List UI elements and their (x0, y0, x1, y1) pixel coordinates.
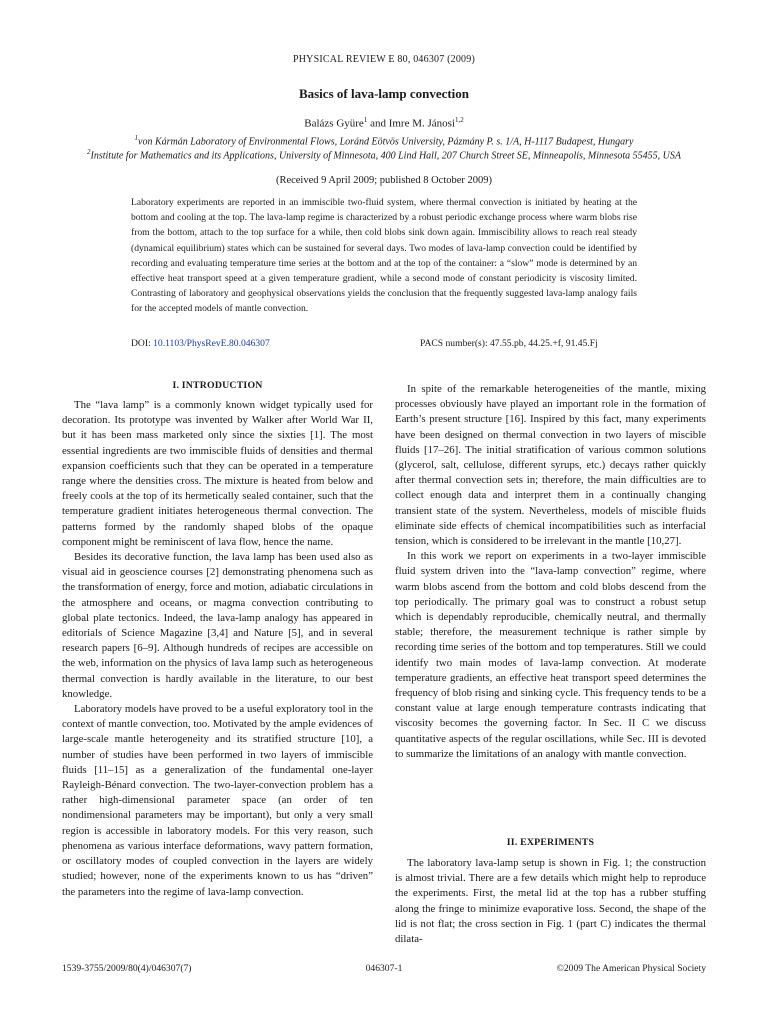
left-column (62, 398, 373, 900)
paper-title: Basics of lava-lamp convection (298, 86, 470, 101)
right-column (395, 382, 706, 762)
footer-page-number: 046307-1 (365, 963, 403, 974)
received-dates: (Received 9 April 2009; published 8 October 2009) (275, 175, 493, 186)
affiliation-text: von Kármán Laboratory of Environmental Flows, Loránd Eötvös University, Pázmány P. s. 1/A, H-1117 Budapest, Hungary (138, 136, 634, 148)
affiliation-marker: 1 (363, 116, 368, 124)
journal-header: PHYSICAL REVIEW E 80, 046307 (2009) (293, 54, 475, 65)
section-heading-experiments: II. EXPERIMENTS (506, 837, 595, 848)
doi-label: DOI: (131, 338, 151, 349)
intro-paragraph: The “lava lamp” is a commonly known widget typically used for decoration. Its prototype was invented by Walker after World War II, but it has been mass marketed only since the sixties [1]. The most essential ingredients are two immiscible fluids of densities and thermal expansion coefficients such that they can be operated in a temperature range where the densities cross. The mixture is heated from below and freely cools at the top of its hermetically sealed container, such that the temperature gradient initiates heterogeneous thermal convection. The patterns formed by the randomly shaped blobs of the opaque component might be reminiscent of lava flow, hence the name. (62, 399, 373, 548)
author-conjunction: and (370, 117, 386, 130)
affiliation-marker: 2 (87, 148, 91, 156)
affiliation-marker: 1 (134, 134, 139, 142)
author-line (0, 116, 768, 130)
experiments-column (395, 856, 706, 947)
doi-link[interactable]: 10.1103/PhysRevE.80.046307 (153, 338, 270, 349)
pacs-numbers: PACS number(s): 47.55.pb, 44.25.+f, 91.45.Fj (420, 338, 598, 349)
footer-copyright: ©2009 The American Physical Society (556, 963, 706, 974)
author-name: Imre M. Jánosi (388, 117, 455, 130)
intro-paragraph: In spite of the remarkable heterogeneities of the mantle, mixing processes obviously have played an important role in the formation of Earth’s present structure [16]. Inspired by this fact, many experiments have been designed on thermal convection in two layers of miscible fluids [17–26]. The initial stratification of various common solutions (glycerol, salt, cellulose, different syrups, etc.) decays rather quickly after thermal convection sets in; therefore, the main difficulties are to collect enough data and interpret them in a continually changing transient state of the system. Nevertheless, models of miscible fluids eliminate side effects of chemical incompatibilities such as interfacial tension, which is considered to be irrelevant in the mantle [10,27]. (395, 383, 706, 548)
doi-pacs-row (131, 338, 637, 349)
affiliation-text: Institute for Mathematics and its Applications, University of Minnesota, 400 Lind Hall, 207 Church Street SE, Minneapolis, Minnesota 55455, USA (90, 150, 681, 162)
footer-issn: 1539-3755/2009/80(4)/046307(7) (62, 963, 192, 974)
affiliation-2 (60, 145, 708, 163)
author-name: Balázs Gyüre (304, 117, 364, 130)
affiliation-marker: 1,2 (455, 116, 464, 124)
abstract: Laboratory experiments are reported in an immiscible two-fluid system, where thermal convection is initiated by heating at the bottom and cooling at the top. The lava-lamp regime is characterized by a robust periodic exchange process where warm blobs rise from the bottom, attach to the top surface for a while, then cold blobs sink down again. Immiscibility allows to reach real steady (dynamical equilibrium) states which can be sustained for several days. Two modes of lava-lamp convection could be identified by recording and evaluating temperature time series at the bottom and at the top of the container: a “slow” mode is determined by an effective heat transport speed at a given temperature gradient, while a second mode of constant periodicity is viscosity limited. Contrasting of laboratory and geophysical observations yields the conclusion that the frequently suggested lava-lamp analogy fails for the accepted models of mantle convection. (131, 197, 637, 315)
intro-paragraph: Laboratory models have proved to be a useful exploratory tool in the context of mantle convection, too. Motivated by the ample evidences of large-scale mantle heterogeneity and its stratified structure [10], a number of studies have been performed in two layers of immiscible fluids [11–15] as a generalization of the fundamental one-layer Rayleigh-Bénard convection. The two-layer-convection problem has a rather high-dimensional parameter space (an order of ten nondimensional parameters may be important), but only a very small region is accessible in laboratory models. For this very reason, such phenomena as various interface deformations, wavy pattern formation, or oscillatory modes of coupled convection in the layers are widely studied; however, none of the experiments known to us has “driven” the parameters into the regime of lava-lamp convection. (62, 703, 373, 898)
section-heading-introduction: I. INTRODUCTION (172, 380, 263, 391)
intro-paragraph: In this work we report on experiments in a two-layer immiscible fluid system driven into the “lava-lamp convection” regime, where warm blobs ascend from the bottom and cold blobs descend from the top periodically. The primary goal was to construct a robust setup which is dependably reproducible, chemically neutral, and thermally stable; therefore, the measurement technique is rather simple by recording time series of the bottom and top temperatures. Still we could identify two main modes of lava-lamp convection. At moderate temperature gradients, an effective heat transport speed determines the frequency of blob rising and sinking cycle. This frequency tends to be a constant value at large enough temperature contrasts indicating that viscosity becomes the governing factor. In Sec. II C we discuss quantitative aspects of the regular oscillations, while Sec. III is devoted to summarize the limitations of an analogy with mantle convection. (395, 550, 706, 760)
intro-paragraph: Besides its decorative function, the lava lamp has been used also as visual aid in geoscience courses [2] demonstrating phenomena such as the transformation of energy, force and motion, adiabatic circulations in the atmosphere and oceans, or magma convection contributing to global plate tectonics. Indeed, the lava-lamp analogy has appeared in editorials of Science Magazine [3,4] and Nature [5], and in several research papers [6–9]. Although hundreds of recipes are accessible on the web, information on the physics of lava lamp such as heterogeneous thermal convection is hardly available in the literature, to our best knowledge. (62, 551, 373, 700)
experiments-paragraph: The laboratory lava-lamp setup is shown in Fig. 1; the construction is almost trivial. There are a few details which might help to reproduce the experiments. First, the metal lid at the top has a rubber stuffing along the fringe to minimize evaporative loss. Second, the shape of the lid is not flat; the cross section in Fig. 1 (part C) indicates the thermal dilata- (395, 857, 706, 946)
